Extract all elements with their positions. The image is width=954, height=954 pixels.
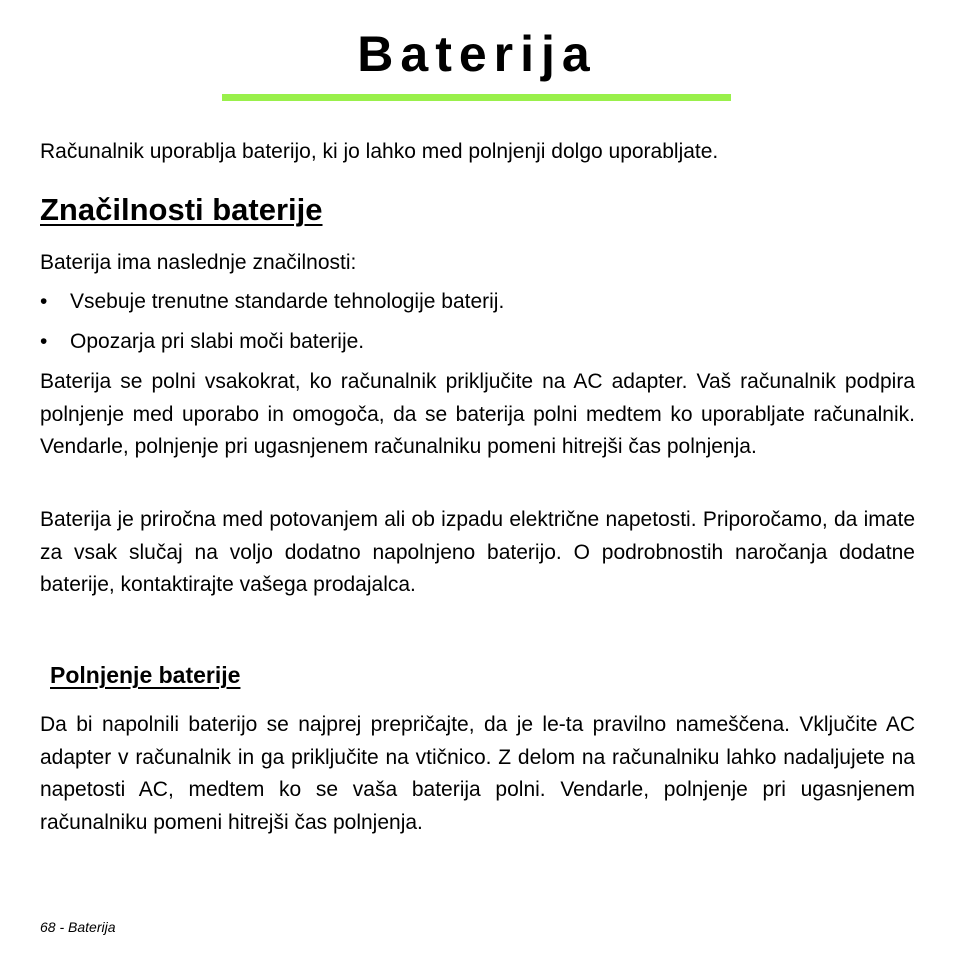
- bullet-icon: •: [40, 290, 48, 313]
- list-item-text: Vsebuje trenutne standarde tehnologije baterij.: [70, 290, 505, 313]
- features-list: [40, 288, 915, 368]
- list-item: [40, 328, 915, 368]
- page-title: Baterija: [357, 26, 597, 82]
- page-footer: 68 - Baterija: [40, 919, 116, 935]
- charging-info-paragraph: Baterija se polni vsakokrat, ko računalnik priključite na AC adapter. Vaš računalnik podpira polnjenje med uporabo in omogoča, da se baterija polni medtem ko uporabljate računalnik. Vendarle, polnjenje pri ugasnjenem računalniku pomeni hitrejši čas polnjenja.: [40, 370, 915, 458]
- section-heading-charging: Polnjenje baterije: [50, 662, 241, 688]
- intro-paragraph: Računalnik uporablja baterijo, ki jo lahko med polnjenji dolgo uporabljate.: [40, 140, 719, 163]
- bullet-icon: •: [40, 330, 48, 353]
- section-heading-features: Značilnosti baterije: [40, 192, 323, 227]
- list-item: [40, 288, 915, 328]
- title-underline-bar: [222, 94, 731, 101]
- travel-info-paragraph: Baterija je priročna med potovanjem ali ob izpadu električne napetosti. Priporočamo, da imate za vsak slučaj na voljo dodatno napolnjeno baterijo. O podrobnostih naročanja dodatne baterije, kontaktirajte vašega prodajalca.: [40, 508, 915, 596]
- list-item-text: Opozarja pri slabi moči baterije.: [70, 330, 365, 353]
- charging-instructions-paragraph: Da bi napolnili baterijo se najprej prepričajte, da je le-ta pravilno nameščena. Vključite AC adapter v računalnik in ga priključite na vtičnico. Z delom na računalniku lahko nadaljujete na napetosti AC, medtem ko se vaša baterija polni. Vendarle, polnjenje pri ugasnjenem računalniku pomeni hitrejši čas polnjenja.: [40, 713, 915, 834]
- features-lead: Baterija ima naslednje značilnosti:: [40, 251, 357, 274]
